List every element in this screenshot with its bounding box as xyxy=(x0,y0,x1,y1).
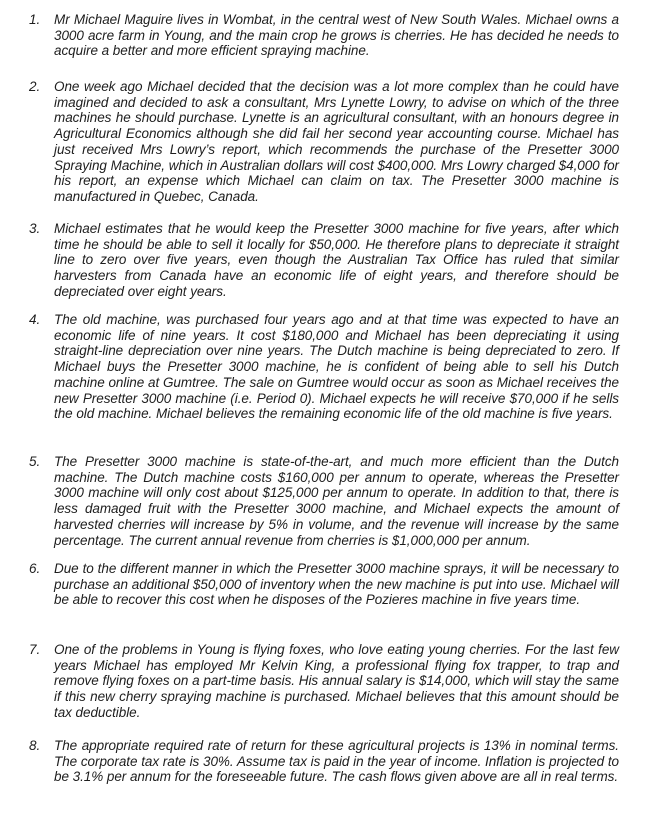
item-paragraph: Michael estimates that he would keep the Presetter 3000 machine for five years, after which time he should be able to sell it locally for $50,000. He therefore plans to depreciate it straight line to zero over five years, even though the Australian Tax Office has ruled that similar harvesters from Canada have an economic life of eight years, and therefore should be depreciated over eight years. xyxy=(54,221,619,299)
item-paragraph: The Presetter 3000 machine is state-of-the-art, and much more efficient than the Dutch machine. The Dutch machine costs $160,000 per annum to operate, whereas the Presetter 3000 machine will only cost about $125,000 per annum to operate. In addition to that, there is less damaged fruit with the Presetter 3000 machine, and Michael expects the amount of harvested cherries will increase by 5% in volume, and the revenue will increase by the same percentage. The current annual revenue from cherries is $1,000,000 per annum. xyxy=(54,454,619,548)
item-paragraph: The old machine, was purchased four years ago and at that time was expected to have an economic life of nine years. It cost $180,000 and Michael has been depreciating it using straight-line depreciation over nine years. The Dutch machine is being depreciated to zero. If Michael buys the Presetter 3000 machine, he is confident of being able to sell his Dutch machine online at Gumtree. The sale on Gumtree would occur as soon as Michael receives the new Presetter 3000 machine (i.e. Period 0). Michael expects he will receive $70,000 if he sells the old machine. Michael believes the remaining economic life of the old machine is five years. xyxy=(54,312,619,422)
item-number: 6. xyxy=(29,561,41,576)
item-number: 2. xyxy=(29,79,41,94)
item-number: 4. xyxy=(29,312,41,327)
item-number: 7. xyxy=(29,642,41,657)
item-paragraph: One of the problems in Young is flying foxes, who love eating young cherries. For the last few years Michael has employed Mr Kelvin King, a professional flying fox trapper, to trap and remove flying foxes on a part-time basis. His annual salary is $14,000, which will stay the same if this new cherry spraying machine is purchased. Michael believes that this amount should be tax deductible. xyxy=(54,642,619,720)
item-paragraph: Due to the different manner in which the Presetter 3000 machine sprays, it will be necessary to purchase an additional $50,000 of inventory when the new machine is put into use. Michael will be able to recover this cost when he disposes of the Pozieres machine in five years time. xyxy=(54,561,619,608)
item-number: 3. xyxy=(29,221,41,236)
item-number: 5. xyxy=(29,454,41,469)
item-number: 1. xyxy=(29,12,41,27)
item-number: 8. xyxy=(29,738,41,753)
item-paragraph: Mr Michael Maguire lives in Wombat, in the central west of New South Wales. Michael owns a 3000 acre farm in Young, and the main crop he grows is cherries. He has decided he needs to acquire a better and more efficient spraying machine. xyxy=(54,12,619,59)
item-paragraph: The appropriate required rate of return for these agricultural projects is 13% in nominal terms. The corporate tax rate is 30%. Assume tax is paid in the year of income. Inflation is projected to be 3.1% per annum for the foreseeable future. The cash flows given above are all in real terms. xyxy=(54,738,619,785)
item-paragraph: One week ago Michael decided that the decision was a lot more complex than he could have imagined and decided to ask a consultant, Mrs Lynette Lowry, to advise on which of the three machines he should purchase. Lynette is an agricultural consultant, with an honours degree in Agricultural Economics although she did fail her second year accounting course. Michael has just received Mrs Lowry’s report, which recommends the purchase of the Presetter 3000 Spraying Machine, which in Australian dollars will cost $400,000. Mrs Lowry charged $4,000 for his report, an expense which Michael can claim on tax. The Presetter 3000 machine is manufactured in Quebec, Canada. xyxy=(54,79,619,204)
